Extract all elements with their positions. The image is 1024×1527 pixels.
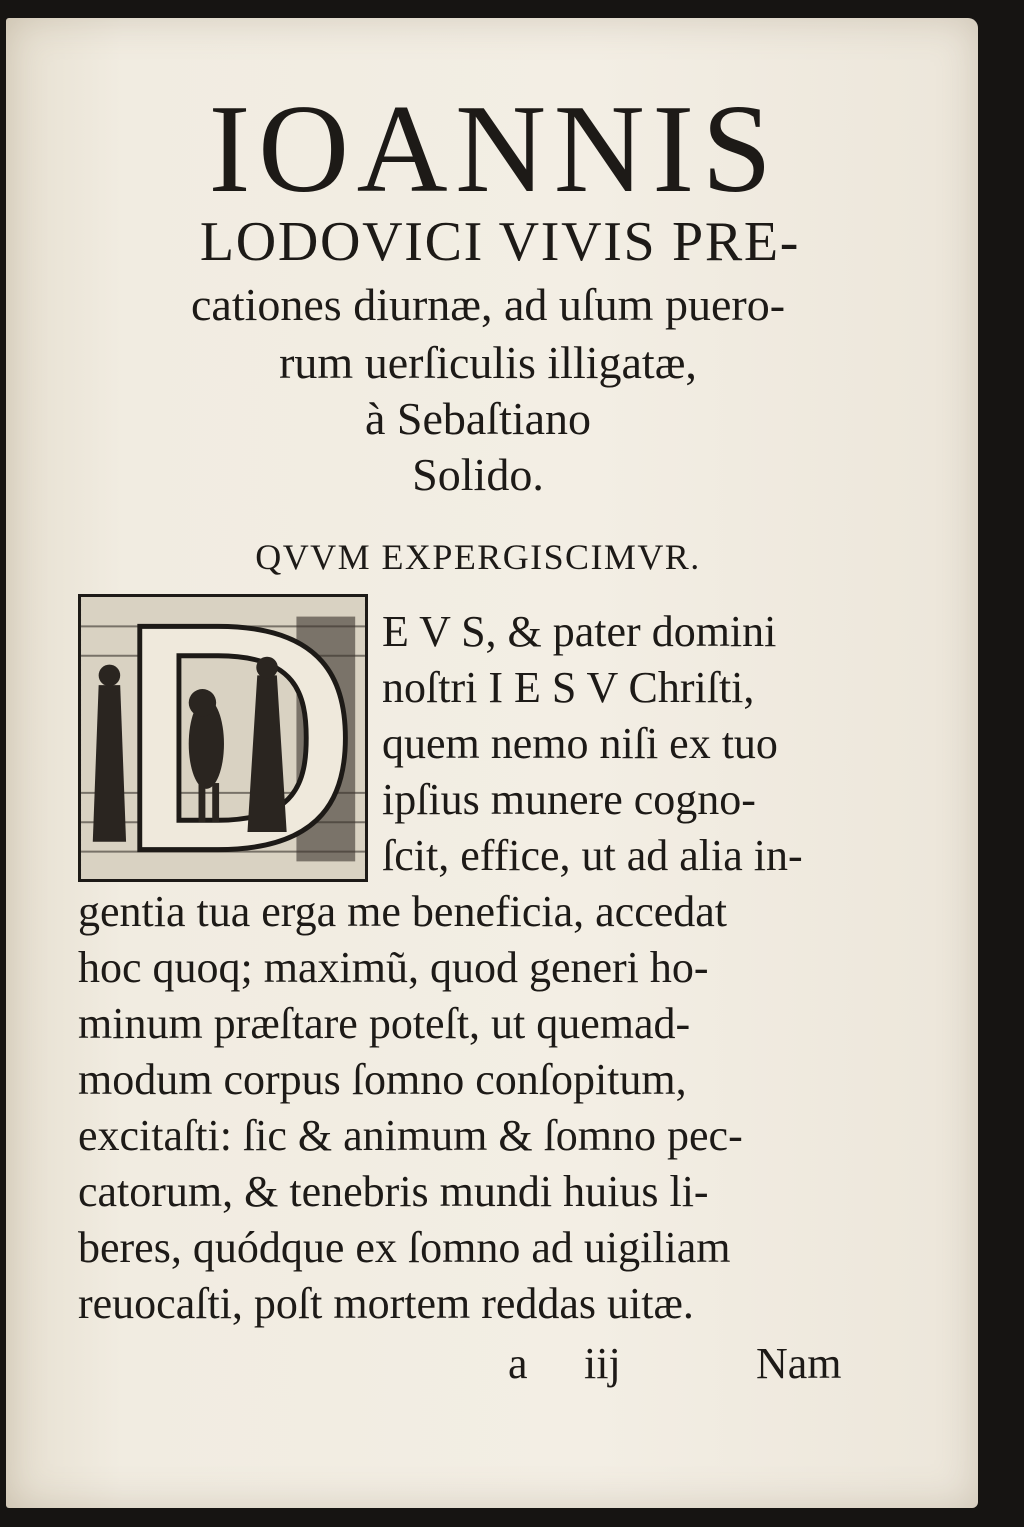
signature-mark: a [508,1339,528,1388]
body-line: noſtri I E S V Chriſti, [382,663,755,712]
section-heading: QVVM EXPERGISCIMVR. [255,537,701,577]
decorated-initial [78,594,368,882]
body-line: reuocaſti, poſt mortem reddas uitæ. [78,1279,694,1328]
text-line: à Sebaſtiano [364,393,592,444]
catchword: Nam [756,1339,842,1388]
body-line: beres, quódque ex ſomno ad uigiliam [78,1223,731,1272]
body-line: modum corpus ſomno conſopitum, [78,1055,687,1104]
subtitle: LODOVICI VIVIS PRE- [199,211,801,273]
text-line: rum uerſiculis illigatæ, [279,337,697,388]
text-line: Solido. [412,449,544,500]
body-line: excitaſti: ſic & animum & ſomno pec- [78,1111,743,1160]
body-line: hoc quoq; maximũ, quod generi ho- [78,943,709,992]
body-line: E V S, & pater domini [382,607,777,656]
body-line: ſcit, effice, ut ad alia in- [382,831,803,880]
text-line: cationes diurnæ, ad uſum puero- [190,279,786,330]
body-line: quem nemo niſi ex tuo [382,719,778,768]
body-line: ipſius munere cogno- [382,775,756,824]
body-line: catorum, & tenebris mundi huius li- [78,1167,709,1216]
body-line: gentia tua erga me beneficia, accedat [78,887,728,936]
title: IOANNIS [208,80,780,219]
body-line: minum præſtare poteſt, ut quemad- [78,999,691,1048]
signature-number: iij [584,1339,621,1388]
